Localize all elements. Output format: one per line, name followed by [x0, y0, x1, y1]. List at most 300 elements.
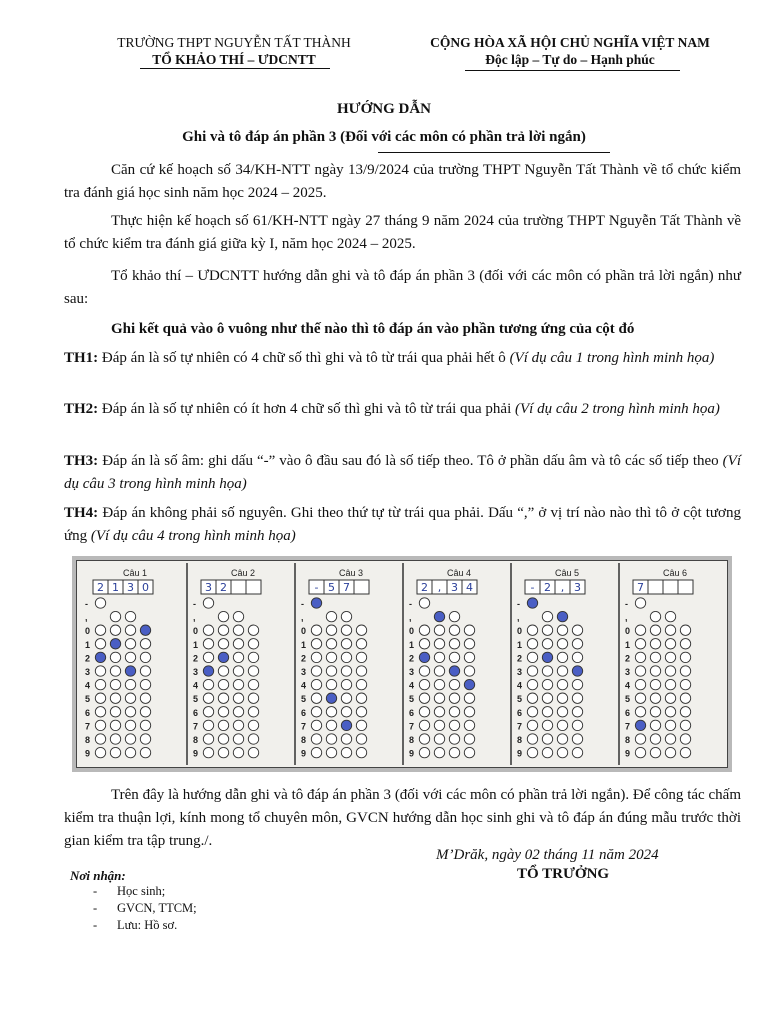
row-label: 9	[193, 748, 199, 759]
row-label: 0	[85, 626, 91, 637]
answer-box-value: -	[314, 581, 319, 594]
bubble	[110, 707, 120, 717]
bubble	[572, 707, 582, 717]
bubble	[449, 693, 459, 703]
bubble	[356, 747, 366, 757]
bubble	[419, 679, 429, 689]
bubble	[665, 720, 675, 730]
bubble	[557, 679, 567, 689]
case-1-text: Đáp án là số tự nhiên có 4 chữ số thì ghi và tô từ trái qua phải hết ô	[98, 350, 510, 366]
bubble	[218, 734, 228, 744]
bubble	[248, 734, 258, 744]
bubble	[248, 639, 258, 649]
answer-box-value: 2	[544, 581, 551, 594]
case-2-text: Đáp án là số tự nhiên có ít hơn 4 chữ số thì ghi và tô từ trái qua phải	[98, 401, 516, 417]
bubble	[449, 707, 459, 717]
bubble	[311, 666, 321, 676]
bubble	[140, 652, 150, 662]
bubble	[326, 639, 336, 649]
bubble	[557, 747, 567, 757]
filled-bubble	[572, 666, 582, 676]
answer-box	[663, 580, 678, 594]
bubble	[635, 734, 645, 744]
answer-box	[246, 580, 261, 594]
bubble	[527, 720, 537, 730]
row-label: 1	[301, 639, 307, 650]
bubble	[527, 734, 537, 744]
bubble	[356, 625, 366, 635]
filled-bubble	[326, 693, 336, 703]
bubble	[203, 693, 213, 703]
bubble	[311, 707, 321, 717]
case-2-label: TH2:	[64, 401, 99, 417]
case-4	[64, 502, 741, 548]
row-label: 0	[517, 626, 523, 637]
row-label: 9	[409, 748, 415, 759]
recipients-label: Nơi nhận:	[70, 868, 126, 883]
row-label: 6	[625, 707, 631, 718]
filled-bubble	[434, 611, 444, 621]
bubble	[635, 639, 645, 649]
bubble	[326, 707, 336, 717]
filled-bubble	[140, 625, 150, 635]
answer-box-value: 5	[328, 581, 335, 594]
recipient-item: - GVCN, TTCM;	[93, 901, 197, 915]
row-label: 3	[85, 667, 91, 677]
bubble	[311, 625, 321, 635]
case-4-text: Đáp án không phải số nguyên. Ghi theo thứ tự từ trái qua phải. Dấu “,” ở vị trí nào nào thì tô ở cột tương ứng	[64, 505, 741, 544]
bubble	[140, 734, 150, 744]
bubble	[125, 720, 135, 730]
bubble	[140, 707, 150, 717]
bubble	[434, 625, 444, 635]
paragraph-basis: Căn cứ kế hoạch số 34/KH-NTT ngày 13/9/2024 của trường THPT Nguyễn Tất Thành về tổ chức kiểm tra đánh giá học sinh năm học 2024 – 2025.	[64, 162, 741, 201]
bubble	[542, 734, 552, 744]
bubble	[464, 652, 474, 662]
bubble	[233, 639, 243, 649]
bubble	[635, 693, 645, 703]
bubble	[326, 652, 336, 662]
row-label: 2	[625, 653, 631, 664]
bubble	[356, 720, 366, 730]
bubble	[125, 747, 135, 757]
bubble	[140, 639, 150, 649]
bubble	[95, 598, 105, 608]
bubble	[110, 679, 120, 689]
row-label: 7	[85, 721, 91, 732]
bubble	[248, 747, 258, 757]
bubble	[341, 747, 351, 757]
bubble	[218, 679, 228, 689]
answer-box-value: 1	[112, 581, 119, 594]
answer-box-value: 0	[142, 581, 149, 594]
filled-bubble	[557, 611, 567, 621]
bubble	[125, 734, 135, 744]
filled-bubble	[449, 666, 459, 676]
bubble	[680, 625, 690, 635]
row-label: 3	[409, 667, 415, 677]
bubble	[449, 652, 459, 662]
filled-bubble	[218, 652, 228, 662]
row-label: 9	[85, 748, 91, 759]
filled-bubble	[311, 598, 321, 608]
bubble	[356, 639, 366, 649]
filled-bubble	[419, 652, 429, 662]
bubble	[665, 707, 675, 717]
bubble	[464, 747, 474, 757]
header-right-underline	[465, 70, 680, 71]
case-3-example: (Ví dụ câu 3 trong hình minh họa)	[64, 453, 741, 492]
bubble	[110, 693, 120, 703]
bubble	[248, 625, 258, 635]
bubble	[572, 747, 582, 757]
row-label: 4	[85, 680, 91, 691]
bubble	[341, 679, 351, 689]
bubble	[434, 693, 444, 703]
row-label: 1	[85, 639, 91, 650]
bubble	[218, 666, 228, 676]
bubble	[572, 693, 582, 703]
bubble	[341, 734, 351, 744]
case-3-label: TH3:	[64, 453, 99, 469]
bubble	[203, 679, 213, 689]
closing-paragraph: Trên đây là hướng dẫn ghi và tô đáp án phần 3 (đối với các môn có phần trả lời ngắn). Để công tác chấm kiểm tra thuận lợi, kính mong tổ chuyên môn, GVCN hướng dẫn học sinh ghi và tô đáp án đúng mẫu trước thời gian kiểm tra tập trung./.	[64, 787, 741, 849]
row-label: 4	[517, 680, 523, 691]
row-label: ,	[85, 612, 88, 623]
bubble	[326, 679, 336, 689]
bubble	[527, 625, 537, 635]
bubble	[95, 707, 105, 717]
row-label: 7	[625, 721, 631, 732]
bubble	[557, 652, 567, 662]
bubble	[449, 679, 459, 689]
bubble	[95, 734, 105, 744]
bubble	[434, 639, 444, 649]
bubble	[527, 679, 537, 689]
bubble	[449, 747, 459, 757]
row-label: 8	[517, 735, 523, 745]
bubble	[650, 666, 660, 676]
bubble	[218, 625, 228, 635]
bubble	[125, 639, 135, 649]
bubble	[434, 734, 444, 744]
bubble	[95, 679, 105, 689]
bubble	[542, 707, 552, 717]
bubble	[203, 707, 213, 717]
answer-box	[354, 580, 369, 594]
bubble	[95, 666, 105, 676]
filled-bubble	[125, 666, 135, 676]
bubble	[203, 598, 213, 608]
filled-bubble	[542, 652, 552, 662]
bubble	[680, 707, 690, 717]
bubble	[248, 679, 258, 689]
signature-place-date: M’Drăk, ngày 02 tháng 11 năm 2024	[436, 847, 659, 863]
bubble	[419, 720, 429, 730]
bubble	[233, 666, 243, 676]
bubble	[434, 747, 444, 757]
bubble	[542, 679, 552, 689]
case-1-label: TH1:	[64, 350, 99, 366]
bubble	[527, 666, 537, 676]
bubble	[542, 639, 552, 649]
bubble	[356, 707, 366, 717]
bubble	[203, 639, 213, 649]
bubble	[680, 693, 690, 703]
bubble	[110, 666, 120, 676]
bubble	[542, 611, 552, 621]
row-label: 8	[85, 735, 91, 745]
bubble	[680, 720, 690, 730]
school-name: TRƯỜNG THPT NGUYỄN TẤT THÀNH	[117, 35, 351, 50]
bubble	[110, 720, 120, 730]
bubble	[311, 652, 321, 662]
bubble	[203, 652, 213, 662]
bubble	[542, 720, 552, 730]
bubble	[449, 611, 459, 621]
bubble	[635, 666, 645, 676]
row-label: 9	[517, 748, 523, 759]
answer-box-value: 7	[343, 581, 350, 594]
bubble	[419, 693, 429, 703]
bubble	[464, 693, 474, 703]
bubble	[527, 639, 537, 649]
row-label: 5	[517, 694, 523, 705]
bubble	[464, 720, 474, 730]
bubble	[326, 666, 336, 676]
bubble	[326, 734, 336, 744]
bubble	[341, 652, 351, 662]
bubble	[680, 734, 690, 744]
bubble	[311, 639, 321, 649]
row-label: 2	[85, 653, 91, 664]
bubble	[635, 707, 645, 717]
department-name: TỔ KHẢO THÍ – ƯDCNTT	[152, 52, 316, 67]
row-label: 3	[517, 667, 523, 677]
subtitle-underline	[378, 152, 610, 153]
bubble	[419, 747, 429, 757]
row-label: -	[193, 599, 196, 609]
answer-sheet-photo	[72, 556, 732, 772]
bubble	[680, 652, 690, 662]
bubble	[680, 639, 690, 649]
bubble	[248, 693, 258, 703]
bubble	[650, 734, 660, 744]
bubble	[311, 720, 321, 730]
bubble	[311, 734, 321, 744]
case-4-label: TH4:	[64, 505, 99, 521]
bubble	[218, 720, 228, 730]
case-3-text: Đáp án là số âm: ghi dấu “-” vào ô đầu sau đó là số tiếp theo. Tô ở phần dấu âm và tô các số tiếp theo	[98, 453, 723, 469]
bubble	[680, 666, 690, 676]
row-label: 5	[85, 694, 91, 705]
row-label: 5	[625, 694, 631, 705]
row-label: 1	[625, 639, 631, 650]
filled-bubble	[110, 639, 120, 649]
bubble	[635, 747, 645, 757]
bubble	[140, 720, 150, 730]
bubble	[356, 679, 366, 689]
row-label: 4	[301, 680, 307, 691]
row-label: 8	[625, 735, 631, 745]
bubble	[311, 679, 321, 689]
bubble	[356, 666, 366, 676]
bubble	[233, 734, 243, 744]
bubble	[110, 747, 120, 757]
bubble	[527, 652, 537, 662]
bubble	[125, 625, 135, 635]
bubble	[434, 720, 444, 730]
answer-box	[678, 580, 693, 594]
bubble	[464, 639, 474, 649]
bubble	[95, 693, 105, 703]
bubble	[572, 734, 582, 744]
national-title: CỘNG HÒA XÃ HỘI CHỦ NGHĨA VIỆT NAM	[430, 35, 710, 50]
bubble	[572, 639, 582, 649]
bubble	[557, 639, 567, 649]
bubble	[572, 679, 582, 689]
bubble	[218, 611, 228, 621]
bubble	[665, 666, 675, 676]
bubble	[557, 707, 567, 717]
answer-box-value: 4	[466, 581, 473, 594]
bubble	[464, 734, 474, 744]
bubble	[140, 747, 150, 757]
bubble	[233, 652, 243, 662]
bubble	[125, 707, 135, 717]
row-label: 7	[409, 721, 415, 732]
bubble	[341, 707, 351, 717]
row-label: 6	[517, 707, 523, 718]
bubble	[125, 693, 135, 703]
bubble	[326, 611, 336, 621]
bubble	[527, 747, 537, 757]
row-label: -	[409, 599, 412, 609]
answer-box-value: 3	[127, 581, 134, 594]
answer-box-value: 3	[205, 581, 212, 594]
bubble	[419, 666, 429, 676]
filled-bubble	[95, 652, 105, 662]
bubble	[434, 707, 444, 717]
bubble	[203, 734, 213, 744]
row-label: 0	[409, 626, 415, 637]
answer-box-value: 7	[637, 581, 644, 594]
bubble	[650, 611, 660, 621]
bubble	[95, 639, 105, 649]
bubble	[233, 611, 243, 621]
row-label: 2	[301, 653, 307, 664]
row-label: 4	[409, 680, 415, 691]
bubble	[557, 666, 567, 676]
bubble	[326, 747, 336, 757]
bubble	[542, 693, 552, 703]
answer-box-value: -	[530, 581, 535, 594]
bubble	[650, 652, 660, 662]
bubble	[557, 625, 567, 635]
recipient-item: - Lưu: Hồ sơ.	[93, 918, 178, 932]
bubble	[248, 720, 258, 730]
bubble	[233, 720, 243, 730]
bubble	[419, 734, 429, 744]
bubble	[665, 611, 675, 621]
bubble	[110, 611, 120, 621]
national-motto: Độc lập – Tự do – Hạnh phúc	[485, 52, 655, 67]
bubble	[95, 747, 105, 757]
bubble	[326, 720, 336, 730]
row-label: 1	[409, 639, 415, 650]
bubble	[341, 666, 351, 676]
bubble	[248, 652, 258, 662]
header-left-underline	[140, 68, 330, 69]
case-4-example: (Ví dụ câu 4 trong hình minh họa)	[90, 528, 296, 544]
row-label: 4	[193, 680, 199, 691]
bubble	[419, 598, 429, 608]
bubble	[434, 652, 444, 662]
answer-box	[648, 580, 663, 594]
recipients-list	[93, 883, 197, 934]
row-label: 3	[625, 667, 631, 677]
bubble	[449, 734, 459, 744]
bubble	[218, 707, 228, 717]
question-label: Câu 5	[555, 568, 580, 578]
bubble	[203, 747, 213, 757]
bubble	[125, 652, 135, 662]
bubble	[557, 693, 567, 703]
bubble	[557, 734, 567, 744]
bubble	[341, 693, 351, 703]
bubble	[527, 693, 537, 703]
bubble	[449, 720, 459, 730]
answer-box-value: 2	[421, 581, 428, 594]
filled-bubble	[464, 679, 474, 689]
row-label: 7	[193, 721, 199, 732]
bubble	[233, 625, 243, 635]
bubble	[110, 625, 120, 635]
bubble	[527, 707, 537, 717]
bubble	[572, 720, 582, 730]
row-label: -	[85, 599, 88, 609]
bubble	[572, 652, 582, 662]
answer-sheet	[76, 560, 728, 768]
row-label: 3	[301, 667, 307, 677]
bubble	[650, 720, 660, 730]
bubble	[665, 625, 675, 635]
row-label: -	[625, 599, 628, 609]
bubble	[572, 625, 582, 635]
bubble	[341, 639, 351, 649]
row-label: 8	[301, 735, 307, 745]
bubble	[419, 707, 429, 717]
bubble	[665, 652, 675, 662]
row-label: ,	[193, 612, 196, 623]
row-label: 5	[193, 694, 199, 705]
document-subtitle: Ghi và tô đáp án phần 3 (Đối với các môn có phần trả lời ngắn)	[182, 129, 586, 145]
row-label: ,	[301, 612, 304, 623]
case-2	[64, 398, 741, 421]
row-label: 8	[409, 735, 415, 745]
bubble	[233, 693, 243, 703]
row-label: 7	[517, 721, 523, 732]
row-label: 3	[193, 667, 199, 677]
row-label: 0	[193, 626, 199, 637]
row-label: 4	[625, 680, 631, 691]
row-label: 9	[301, 748, 307, 759]
bubble	[95, 720, 105, 730]
question-label: Câu 4	[447, 568, 472, 578]
bubble	[311, 693, 321, 703]
bubble	[140, 666, 150, 676]
bubble	[356, 652, 366, 662]
